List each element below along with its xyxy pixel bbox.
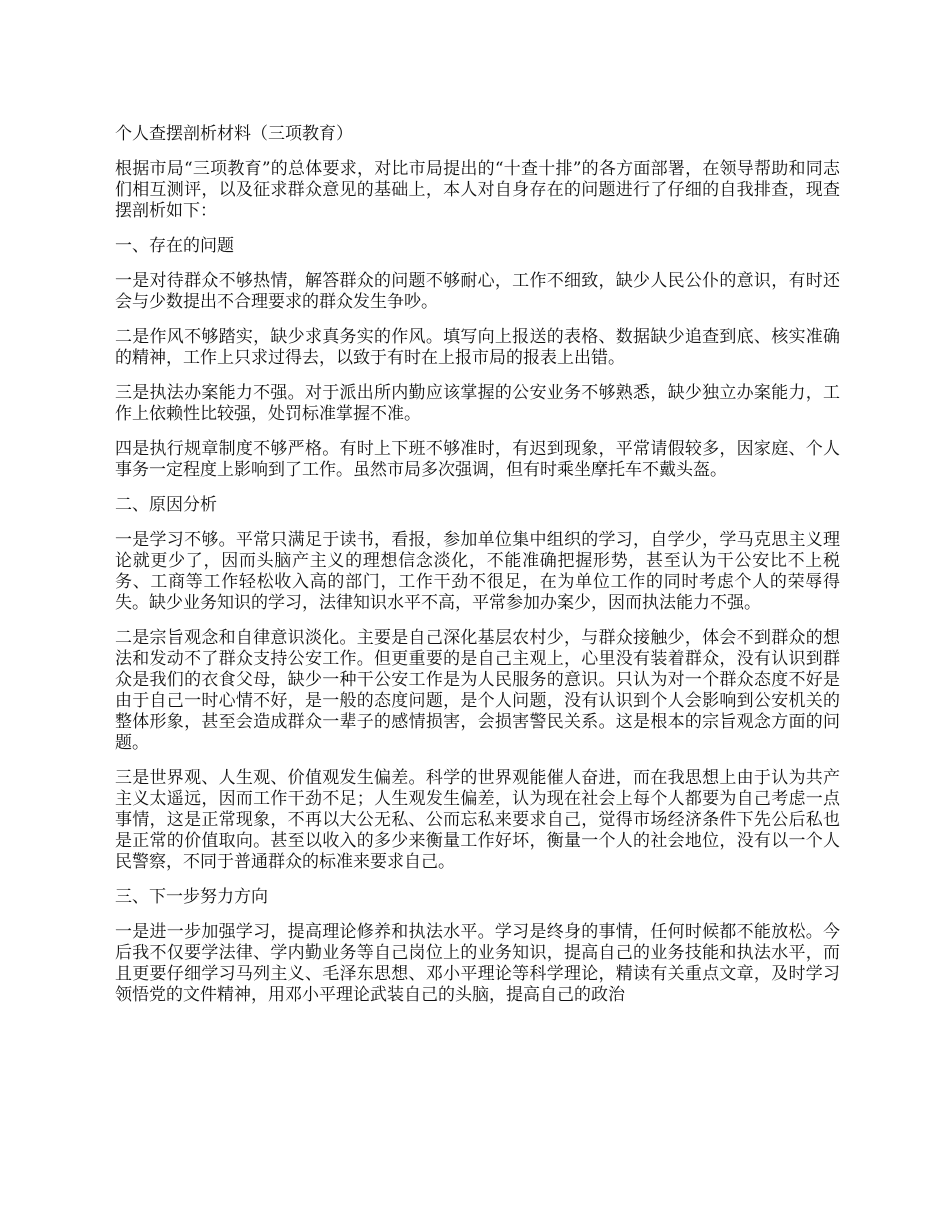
- cause-paragraph-3: 三是世界观、人生观、价值观发生偏差。科学的世界观能催人奋进，而在我思想上由于认为共产主义太遥远，因而工作干劲不足；人生观发生偏差，认为现在社会上每个人都要为自己考虑一点事情，这是正常现象，不再以大公无私、公而忘私来要求自己，觉得市场经济条件下先公后私也是正常的价值取向。甚至以收入的多少来衡量工作好坏，衡量一个人的社会地位，没有以一个人民警察，不同于普通群众的标准来要求自己。: [115, 768, 840, 872]
- section-heading-problems: 一、存在的问题: [115, 236, 234, 256]
- problem-paragraph-1: 一是对待群众不够热情，解答群众的问题不够耐心，工作不细致，缺少人民公仆的意识，有时还会与少数提出不合理要求的群众发生争吵。: [115, 271, 840, 312]
- section-heading-next-steps: 三、下一步努力方向: [115, 887, 268, 907]
- section-heading-causes: 二、原因分析: [115, 495, 217, 515]
- document-title: 个人查摆剖析材料（三项教育）: [115, 124, 353, 144]
- next-step-paragraph-1: 一是进一步加强学习，提高理论修养和执法水平。学习是终身的事情，任何时候都不能放松。今后我不仅要学法律、学内勤业务等自己岗位上的业务知识，提高自己的业务技能和执法水平，而且更要仔细学习马列主义、毛泽东思想、邓小平理论等科学理论，精读有关重点文章，及时学习领悟党的文件精神，用邓小平理论武装自己的头脑，提高自己的政治: [115, 922, 840, 1005]
- document-page: [115, 124, 840, 1020]
- cause-paragraph-2: 二是宗旨观念和自律意识淡化。主要是自己深化基层农村少，与群众接触少，体会不到群众的想法和发动不了群众支持公安工作。但更重要的是自己主观上，心里没有装着群众，没有认识到群众是我们的衣食父母，缺少一种干公安工作是为人民服务的意识。只认为对一个群众态度不好是由于自己一时心情不好，是一般的态度问题，是个人问题，没有认识到个人会影响到公安机关的整体形象，甚至会造成群众一辈子的感情损害，会损害警民关系。这是根本的宗旨观念方面的问题。: [115, 628, 840, 753]
- problem-paragraph-3: 三是执法办案能力不强。对于派出所内勤应该掌握的公安业务不够熟悉，缺少独立办案能力，工作上依赖性比较强，处罚标准掌握不准。: [115, 383, 840, 424]
- intro-paragraph: 根据市局“三项教育”的总体要求，对比市局提出的“十查十排”的各方面部署，在领导帮助和同志们相互测评，以及征求群众意见的基础上，本人对自身存在的问题进行了仔细的自我排查，现查摆剖析如下：: [115, 159, 840, 221]
- problem-paragraph-2: 二是作风不够踏实，缺少求真务实的作风。填写向上报送的表格、数据缺少追查到底、核实准确的精神，工作上只求过得去，以致于有时在上报市局的报表上出错。: [115, 327, 840, 368]
- problem-paragraph-4: 四是执行规章制度不够严格。有时上下班不够准时，有迟到现象，平常请假较多，因家庭、个人事务一定程度上影响到了工作。虽然市局多次强调，但有时乘坐摩托车不戴头盔。: [115, 439, 840, 480]
- cause-paragraph-1: 一是学习不够。平常只满足于读书，看报，参加单位集中组织的学习，自学少，学马克思主义理论就更少了，因而头脑产主义的理想信念淡化，不能准确把握形势，甚至认为干公安比不上税务、工商等工作轻松收入高的部门，工作干劲不很足，在为单位工作的同时考虑个人的荣辱得失。缺少业务知识的学习，法律知识水平不高，平常参加办案少，因而执法能力不强。: [115, 530, 840, 613]
